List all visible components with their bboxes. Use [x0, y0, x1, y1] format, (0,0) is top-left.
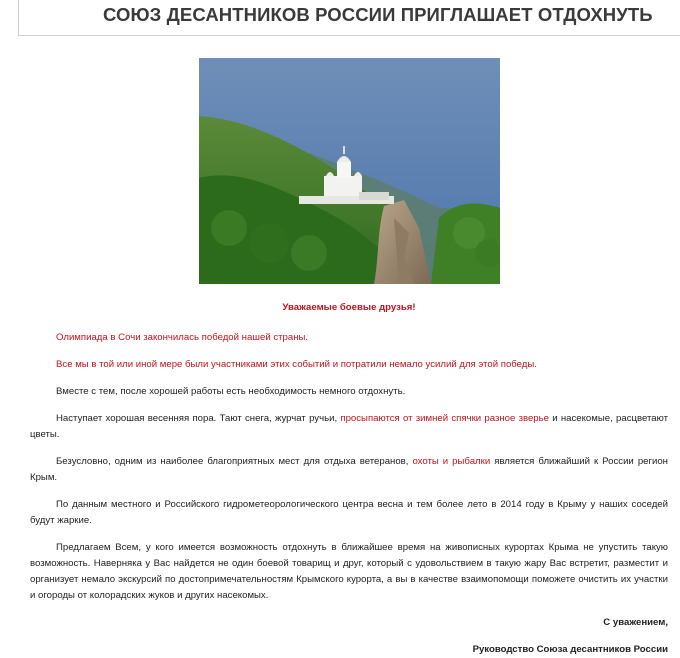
paragraph-spring [30, 411, 668, 443]
paragraph-rest: Вместе с тем, после хорошей работы есть необходимость немного отдохнуть. [56, 386, 406, 397]
crimea-church-photo [199, 58, 500, 284]
paragraph-offer: Предлагаем Всем, у кого имеется возможность отдохнуть в ближайшее время на живописных курортах Крыма не упустить такую возможность. Наверняка у Вас найдется не один боевой товарищ и друг, который с удовольствием в такую жару Вас встретит, разместит и организует немало экскурсий по достопримечательностям Крымского курорта, а вы в качестве взаимопомощи поможете очистить их участки и огороды от колорадских жуков и других насекомых. [30, 542, 668, 601]
paragraph-olympics: Олимпиада в Сочи закончилась победой нашей страны. [56, 332, 309, 343]
letter-closing: С уважением, [603, 617, 668, 628]
letter-greeting: Уважаемые боевые друзья! [282, 302, 416, 313]
crimea-text-b: является ближайший к России регион Крым. [30, 456, 668, 483]
spring-text-b: и насекомые, расцветают цветы. [30, 413, 668, 440]
crimea-text-highlight: охоты и рыбалки [412, 456, 491, 467]
spring-text-a: Наступает хорошая весенняя пора. Тают снега, журчат ручьи, [56, 413, 341, 424]
page-title: СОЮЗ ДЕСАНТНИКОВ РОССИИ ПРИГЛАШАЕТ ОТДОХНУТЬ [103, 4, 653, 25]
paragraph-participants: Все мы в той или иной мере были участниками этих событий и потратили немало усилий для этой победы. [56, 359, 537, 370]
page-header [18, 0, 680, 36]
letter-signature: Руководство Союза десантников России [472, 644, 668, 655]
letter-body [30, 300, 668, 658]
crimea-text-a: Безусловно, одним из наиболее благоприятных мест для отдыха ветеранов, [56, 456, 413, 467]
paragraph-crimea [30, 454, 668, 486]
paragraph-weather: По данным местного и Российского гидрометеорологического центра весна и тем более лето в 2014 году в Крыму у наших соседей будут жаркие. [30, 499, 668, 526]
spring-text-highlight: просыпаются от зимней спячки разное зверье [340, 413, 549, 424]
